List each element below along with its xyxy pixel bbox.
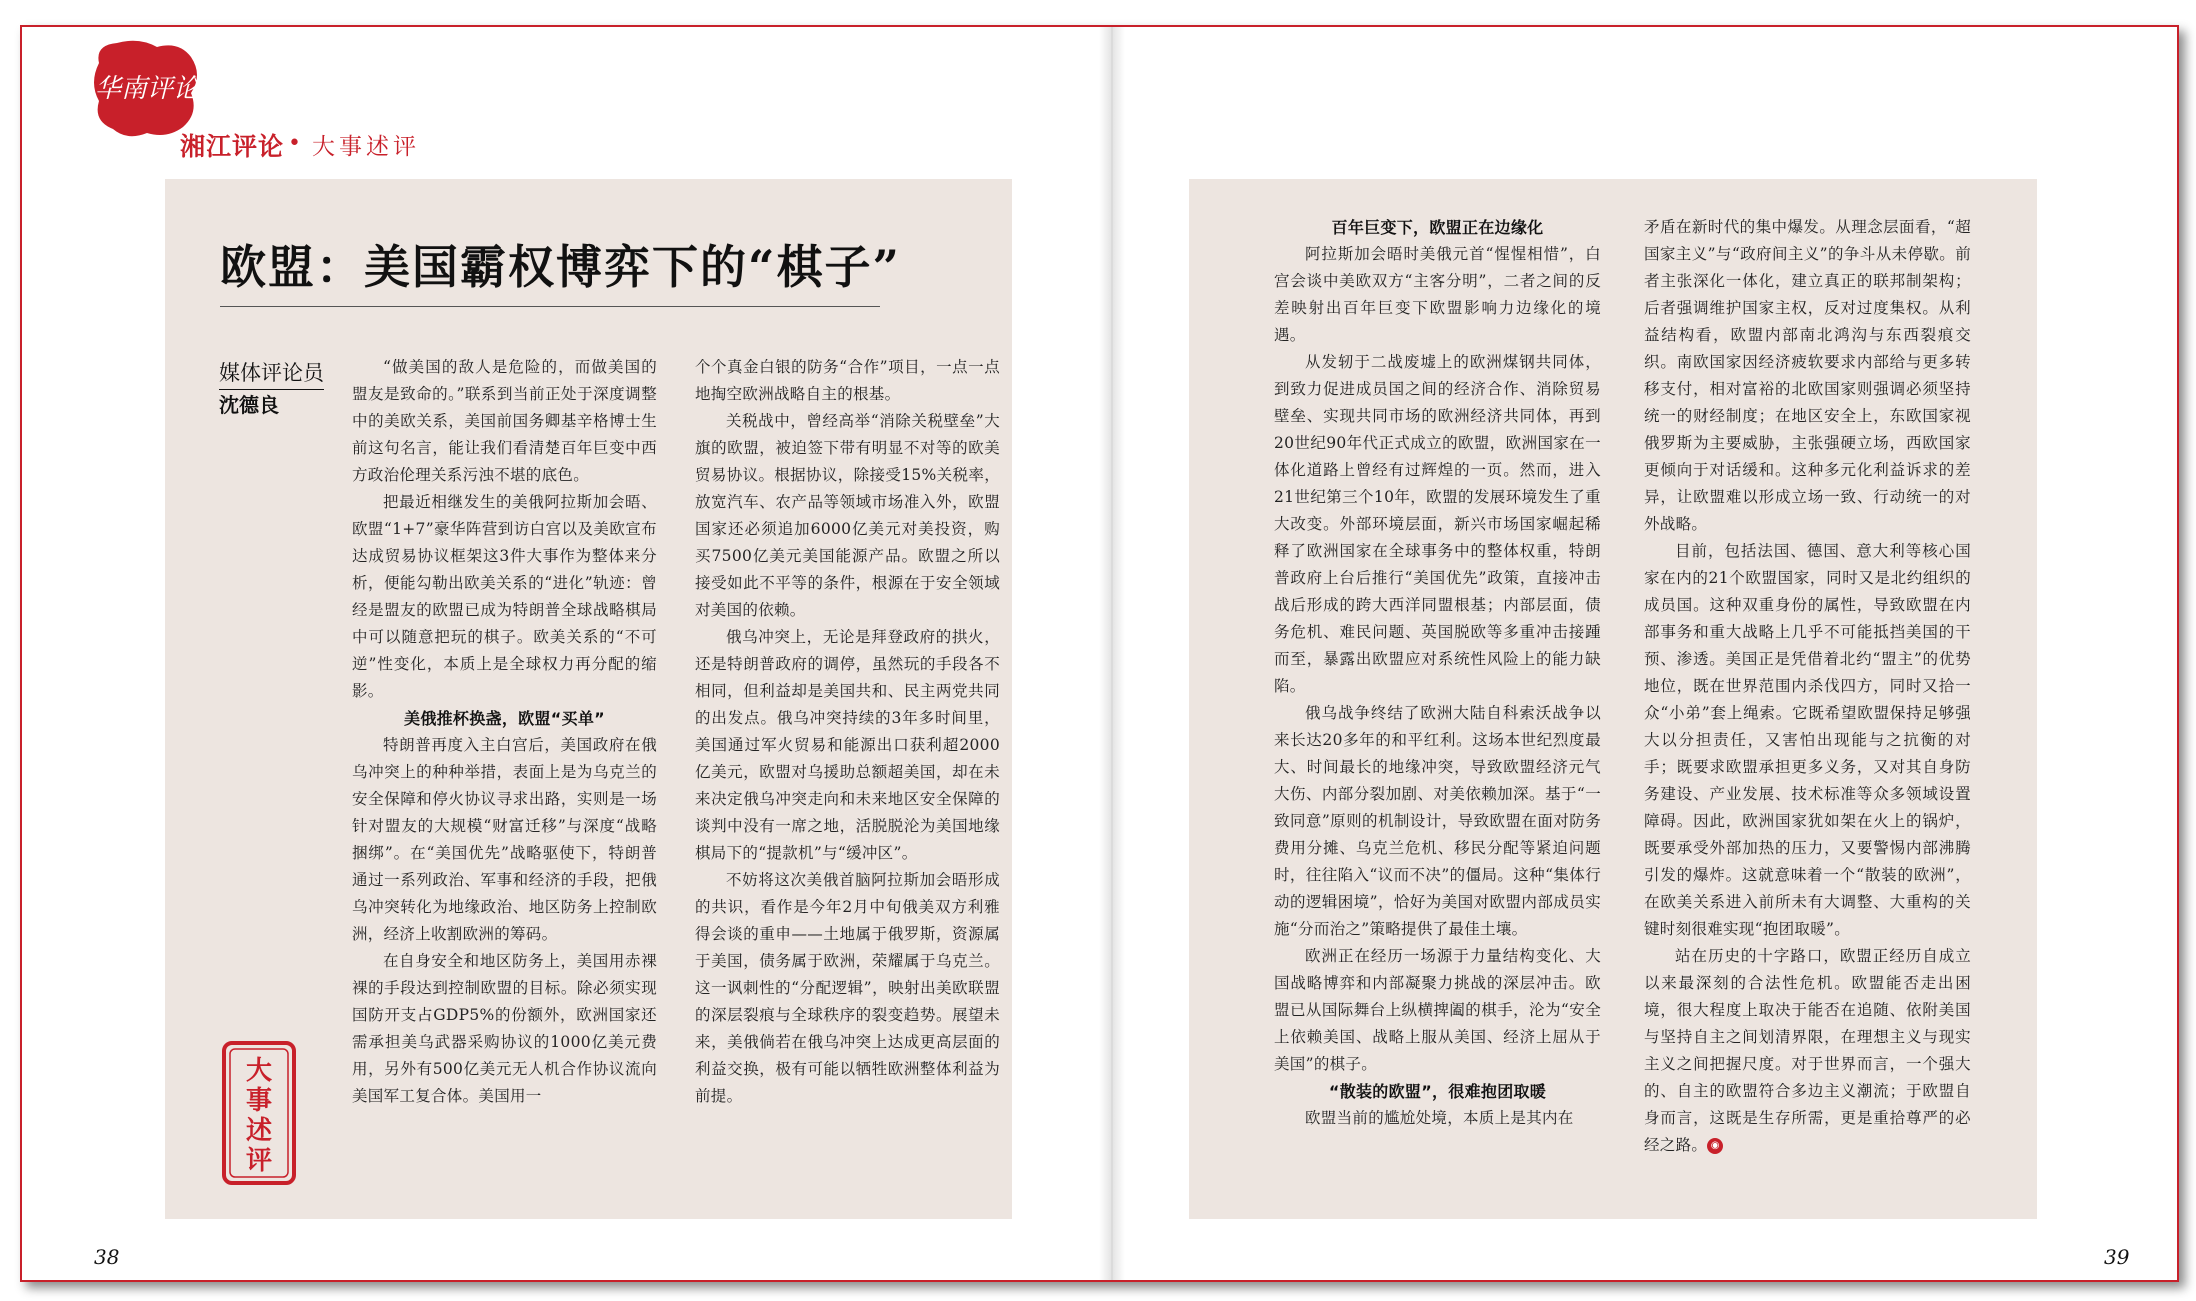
paragraph-continued: 矛盾在新时代的集中爆发。从理念层面看，“超国家主义”与“政府间主义”的争斗从未停歇。前者主张深化一体化，建立真正的联邦制架构；后者强调维护国家主权，反对过度集权。从利益结构看，欧盟内部南北鸿沟与东西裂痕交织。南欧国家因经济疲软要求内部给与更多转移支付，相对富裕的北欧国家则强调必须坚持统一的财经制度；在地区安全上，东欧国家视俄罗斯为主要威胁，主张强硬立场，西欧国家更倾向于对话缓和。这种多元化利益诉求的差异，让欧盟难以形成立场一致、行动统一的对外战略。 (1644, 218, 1971, 533)
stamp-char-3: 述 (245, 1116, 273, 1146)
section-stamp-icon (220, 1039, 298, 1187)
stamp-char-4: 评 (245, 1146, 273, 1176)
stamp-char-1: 大 (245, 1056, 273, 1086)
paragraph: 欧盟当前的尴尬处境，本质上是其内在 (1305, 1109, 1574, 1127)
paragraph: 阿拉斯加会晤时美俄元首“惺惺相惜”，白宫会谈中美欧双方“主客分明”，二者之间的反差映射出百年巨变下欧盟影响力边缘化的境遇。 (1274, 245, 1601, 344)
title-divider (220, 306, 880, 307)
brand-name: 湘江评论 (180, 132, 285, 161)
left-column-2 (695, 354, 1000, 1110)
paragraph: 关税战中，曾经高举“消除关税壁垒”大旗的欧盟，被迫签下带有明显不对等的欧美贸易协议。根据协议，除接受15%关税率，放宽汽车、农产品等领域市场准入外，欧盟国家还必须追加6000亿美元对美投资，购买7500亿美元美国能源产品。欧盟之所以接受如此不平等的条件，根源在于安全领域对美国的依赖。 (695, 412, 1000, 619)
section-heading: 美俄推杯换盏，欧盟“买单” (404, 709, 605, 728)
right-column-1 (1274, 214, 1601, 1132)
paragraph: 在自身安全和地区防务上，美国用赤裸裸的手段达到控制欧盟的目标。除必须实现国防开支占GDP5%的份额外，欧洲国家还需承担美乌武器采购协议的1000亿美元费用，另外有500亿美元无人机合作协议流向美国军工复合体。美国用一 (352, 952, 657, 1105)
paragraph: 欧洲正在经历一场源于力量结构变化、大国战略博弈和内部凝聚力挑战的深层冲击。欧盟已从国际舞台上纵横捭阖的棋手，沦为“安全上依赖美国、战略上服从美国、经济上屈从于美国”的棋子。 (1274, 947, 1601, 1073)
right-article-panel (1189, 179, 2037, 1219)
left-article-panel (165, 179, 1012, 1219)
left-column-1 (352, 354, 657, 1110)
paragraph: 特朗普再度入主白宫后，美国政府在俄乌冲突上的种种举措，表面上是为乌克兰的安全保障和停火协议寻求出路，实则是一场针对盟友的大规模“财富迁移”与深度“战略捆绑”。在“美国优先”战略驱使下，特朗普通过一系列政治、军事和经济的手段，把俄乌冲突转化为地缘政治、地区防务上控制欧洲，经济上收割欧洲的筹码。 (352, 736, 657, 943)
paragraph: 俄乌冲突上，无论是拜登政府的拱火，还是特朗普政府的调停，虽然玩的手段各不相同，但利益却是美国共和、民主两党共同的出发点。俄乌冲突持续的3年多时间里，美国通过军火贸易和能源出口获利超2000亿美元，欧盟对乌援助总额超美国，却在未来决定俄乌冲突走向和未来地区安全保障的谈判中没有一席之地，活脱脱沦为美国地缘棋局下的“提款机”与“缓冲区”。 (695, 628, 1000, 862)
page-number-left: 38 (94, 1245, 120, 1269)
end-mark-icon: ◉ (1707, 1138, 1723, 1154)
paragraph: 不妨将这次美俄首脑阿拉斯加会晤形成的共识，看作是今年2月中旬俄美双方利雅得会谈的重申——土地属于俄罗斯，资源属于美国，债务属于欧洲，荣耀属于乌克兰。这一讽刺性的“分配逻辑”，映射出美欧联盟的深层裂痕与全球秩序的裂变趋势。展望未来，美俄倘若在俄乌冲突上达成更高层面的利益交换，极有可能以牺牲欧洲整体利益为前提。 (695, 871, 1000, 1105)
author-role: 媒体评论员 (219, 357, 324, 390)
paragraph: 目前，包括法国、德国、意大利等核心国家在内的21个欧盟国家，同时又是北约组织的成员国。这种双重身份的属性，导致欧盟在内部事务和重大战略上几乎不可能抵挡美国的干预、渗透。美国正是凭借着北约“盟主”的优势地位，既在世界范围内杀伐四方，同时又拾一众“小弟”套上绳索。它既希望欧盟保持足够强大以分担责任，又害怕出现能与之抗衡的对手；既要求欧盟承担更多义务，又对其自身防务建设、产业发展、技术标准等众多领域设置障碍。因此，欧洲国家犹如架在火上的锅炉，既要承受外部加热的压力，又要警惕内部沸腾引发的爆炸。这就意味着一个“散装的欧洲”，在欧美关系进入前所未有大调整、大重构的关键时刻很难实现“抱团取暖”。 (1644, 542, 1971, 938)
page-gutter (1099, 27, 1125, 1280)
stamp-char-2: 事 (245, 1086, 273, 1116)
section-tag: 大事述评 (312, 134, 420, 160)
section-heading: “散装的欧盟”，很难抱团取暖 (1328, 1082, 1547, 1101)
page-number-right: 39 (2104, 1245, 2130, 1269)
paragraph: 把最近相继发生的美俄阿拉斯加会晤、欧盟“1+7”豪华阵营到访白宫以及美欧宣布达成贸易协议框架这3件大事作为整体来分析，便能勾勒出欧美关系的“进化”轨迹：曾经是盟友的欧盟已成为特朗普全球战略棋局中可以随意把玩的棋子。欧美关系的“不可逆”性变化，本质上是全球权力再分配的缩影。 (352, 493, 657, 700)
author-name: 沈德良 (219, 393, 279, 417)
article-title: 欧盟：美国霸权博弈下的“棋子” (220, 240, 901, 294)
paragraph-continued: 个个真金白银的防务“合作”项目，一点一点地掏空欧洲战略自主的根基。 (695, 358, 1000, 403)
logo-seal-text: 华南评论 (94, 74, 200, 104)
paragraph: 从发轫于二战废墟上的欧洲煤钢共同体，到致力促进成员国之间的经济合作、消除贸易壁垒、实现共同市场的欧洲经济共同体，再到20世纪90年代正式成立的欧盟，欧洲国家在一体化道路上曾经有过辉煌的一页。然而，进入21世纪第三个10年，欧盟的发展环境发生了重大改变。外部环境层面，新兴市场国家崛起稀释了欧洲国家在全球事务中的整体权重，特朗普政府上台后推行“美国优先”政策，直接冲击战后形成的跨大西洋同盟根基；内部层面，债务危机、难民问题、英国脱欧等多重冲击接踵而至，暴露出欧盟应对系统性风险上的能力缺陷。 (1274, 353, 1601, 695)
paragraph: 站在历史的十字路口，欧盟正经历自成立以来最深刻的合法性危机。欧盟能否走出困境，很大程度上取决于能否在追随、依附美国与坚持自主之间划清界限，在理想主义与现实主义之间把握尺度。对于世界而言，一个强大的、自主的欧盟符合多边主义潮流；于欧盟自身而言，这既是生存所需，更是重拾尊严的必经之路。 ◉ (1644, 947, 1971, 1154)
right-column-2 (1644, 214, 1971, 1159)
section-heading: 百年巨变下，欧盟正在边缘化 (1331, 218, 1544, 237)
paragraph: 俄乌战争终结了欧洲大陆自科索沃战争以来长达20多年的和平红利。这场本世纪烈度最大、时间最长的地缘冲突，导致欧盟经济元气大伤、内部分裂加剧、对美依赖加深。基于“一致同意”原则的机制设计，导致欧盟在面对防务费用分摊、乌克兰危机、移民分配等紧迫问题时，往往陷入“议而不决”的僵局。这种“集体行动的逻辑困境”，恰好为美国对欧盟内部成员实施“分而治之”策略提供了最佳土壤。 (1274, 704, 1601, 938)
paragraph: “做美国的敌人是危险的，而做美国的盟友是致命的。”联系到当前正处于深度调整中的美欧关系，美国前国务卿基辛格博士生前这句名言，能让我们看清楚百年巨变中西方政治伦理关系污浊不堪的底色。 (352, 358, 657, 484)
magazine-spread (20, 25, 2179, 1282)
brand-separator: • (288, 131, 301, 156)
